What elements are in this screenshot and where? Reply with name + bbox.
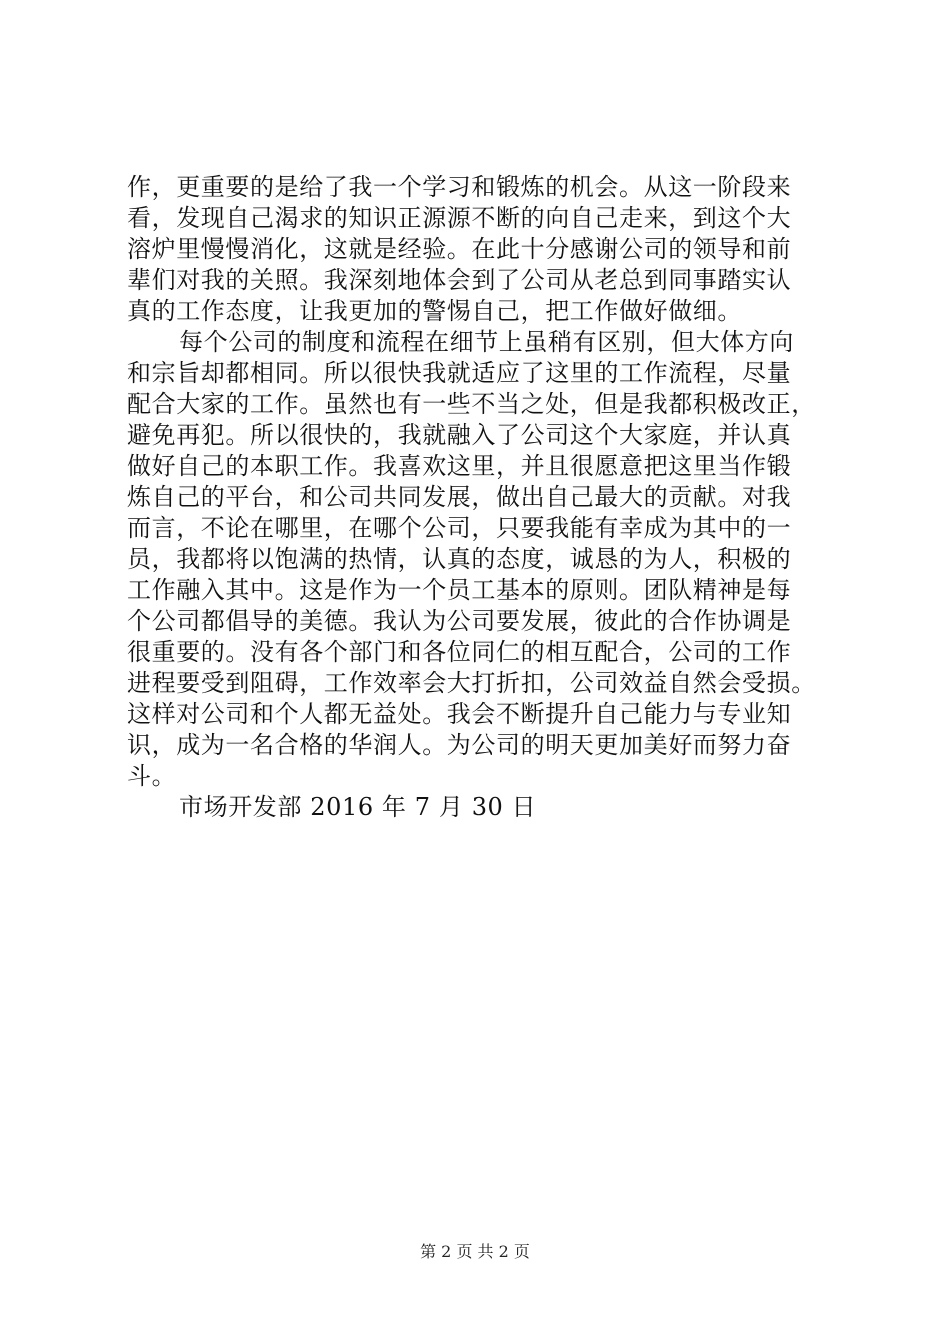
text-line: 辈们对我的关照。我深刻地体会到了公司从老总到同事踏实认 xyxy=(127,266,792,294)
text-line: 配合大家的工作。虽然也有一些不当之处，但是我都积极改正， xyxy=(127,390,816,418)
text-line: 工作融入其中。这是作为一个员工基本的原则。团队精神是每 xyxy=(127,576,792,604)
page-footer: 第 2 页 共 2 页 xyxy=(420,1242,530,1261)
text-line: 个公司都倡导的美德。我认为公司要发展，彼此的合作协调是 xyxy=(127,607,792,635)
text-line: 识，成为一名合格的华润人。为公司的明天更加美好而努力奋 xyxy=(127,731,792,759)
text-line: 员，我都将以饱满的热情，认真的态度，诚恳的为人，积极的 xyxy=(127,545,792,573)
document-body xyxy=(127,172,847,823)
text-line: 真的工作态度，让我更加的警惕自己，把工作做好做细。 xyxy=(127,297,742,325)
paragraph-2 xyxy=(127,327,847,792)
text-line: 作，更重要的是给了我一个学习和锻炼的机会。从这一阶段来 xyxy=(127,173,792,201)
text-line: 和宗旨却都相同。所以很快我就适应了这里的工作流程，尽量 xyxy=(127,359,792,387)
text-line: 而言，不论在哪里，在哪个公司，只要我能有幸成为其中的一 xyxy=(127,514,792,542)
paragraph-1 xyxy=(127,172,847,327)
signature-line: 市场开发部 2016 年 7 月 30 日 xyxy=(179,793,537,821)
text-line: 这样对公司和个人都无益处。我会不断提升自己能力与专业知 xyxy=(127,700,792,728)
text-line: 很重要的。没有各个部门和各位同仁的相互配合，公司的工作 xyxy=(127,638,792,666)
text-line: 每个公司的制度和流程在细节上虽稍有区别，但大体方向 xyxy=(179,328,794,356)
text-line: 斗。 xyxy=(127,762,177,790)
text-line: 进程要受到阻碍，工作效率会大打折扣，公司效益自然会受损。 xyxy=(127,669,816,697)
text-line: 避免再犯。所以很快的，我就融入了公司这个大家庭，并认真 xyxy=(127,421,792,449)
text-line: 做好自己的本职工作。我喜欢这里，并且很愿意把这里当作锻 xyxy=(127,452,792,480)
text-line: 看，发现自己渴求的知识正源源不断的向自己走来，到这个大 xyxy=(127,204,792,232)
text-line: 炼自己的平台，和公司共同发展，做出自己最大的贡献。对我 xyxy=(127,483,792,511)
text-line: 溶炉里慢慢消化，这就是经验。在此十分感谢公司的领导和前 xyxy=(127,235,792,263)
